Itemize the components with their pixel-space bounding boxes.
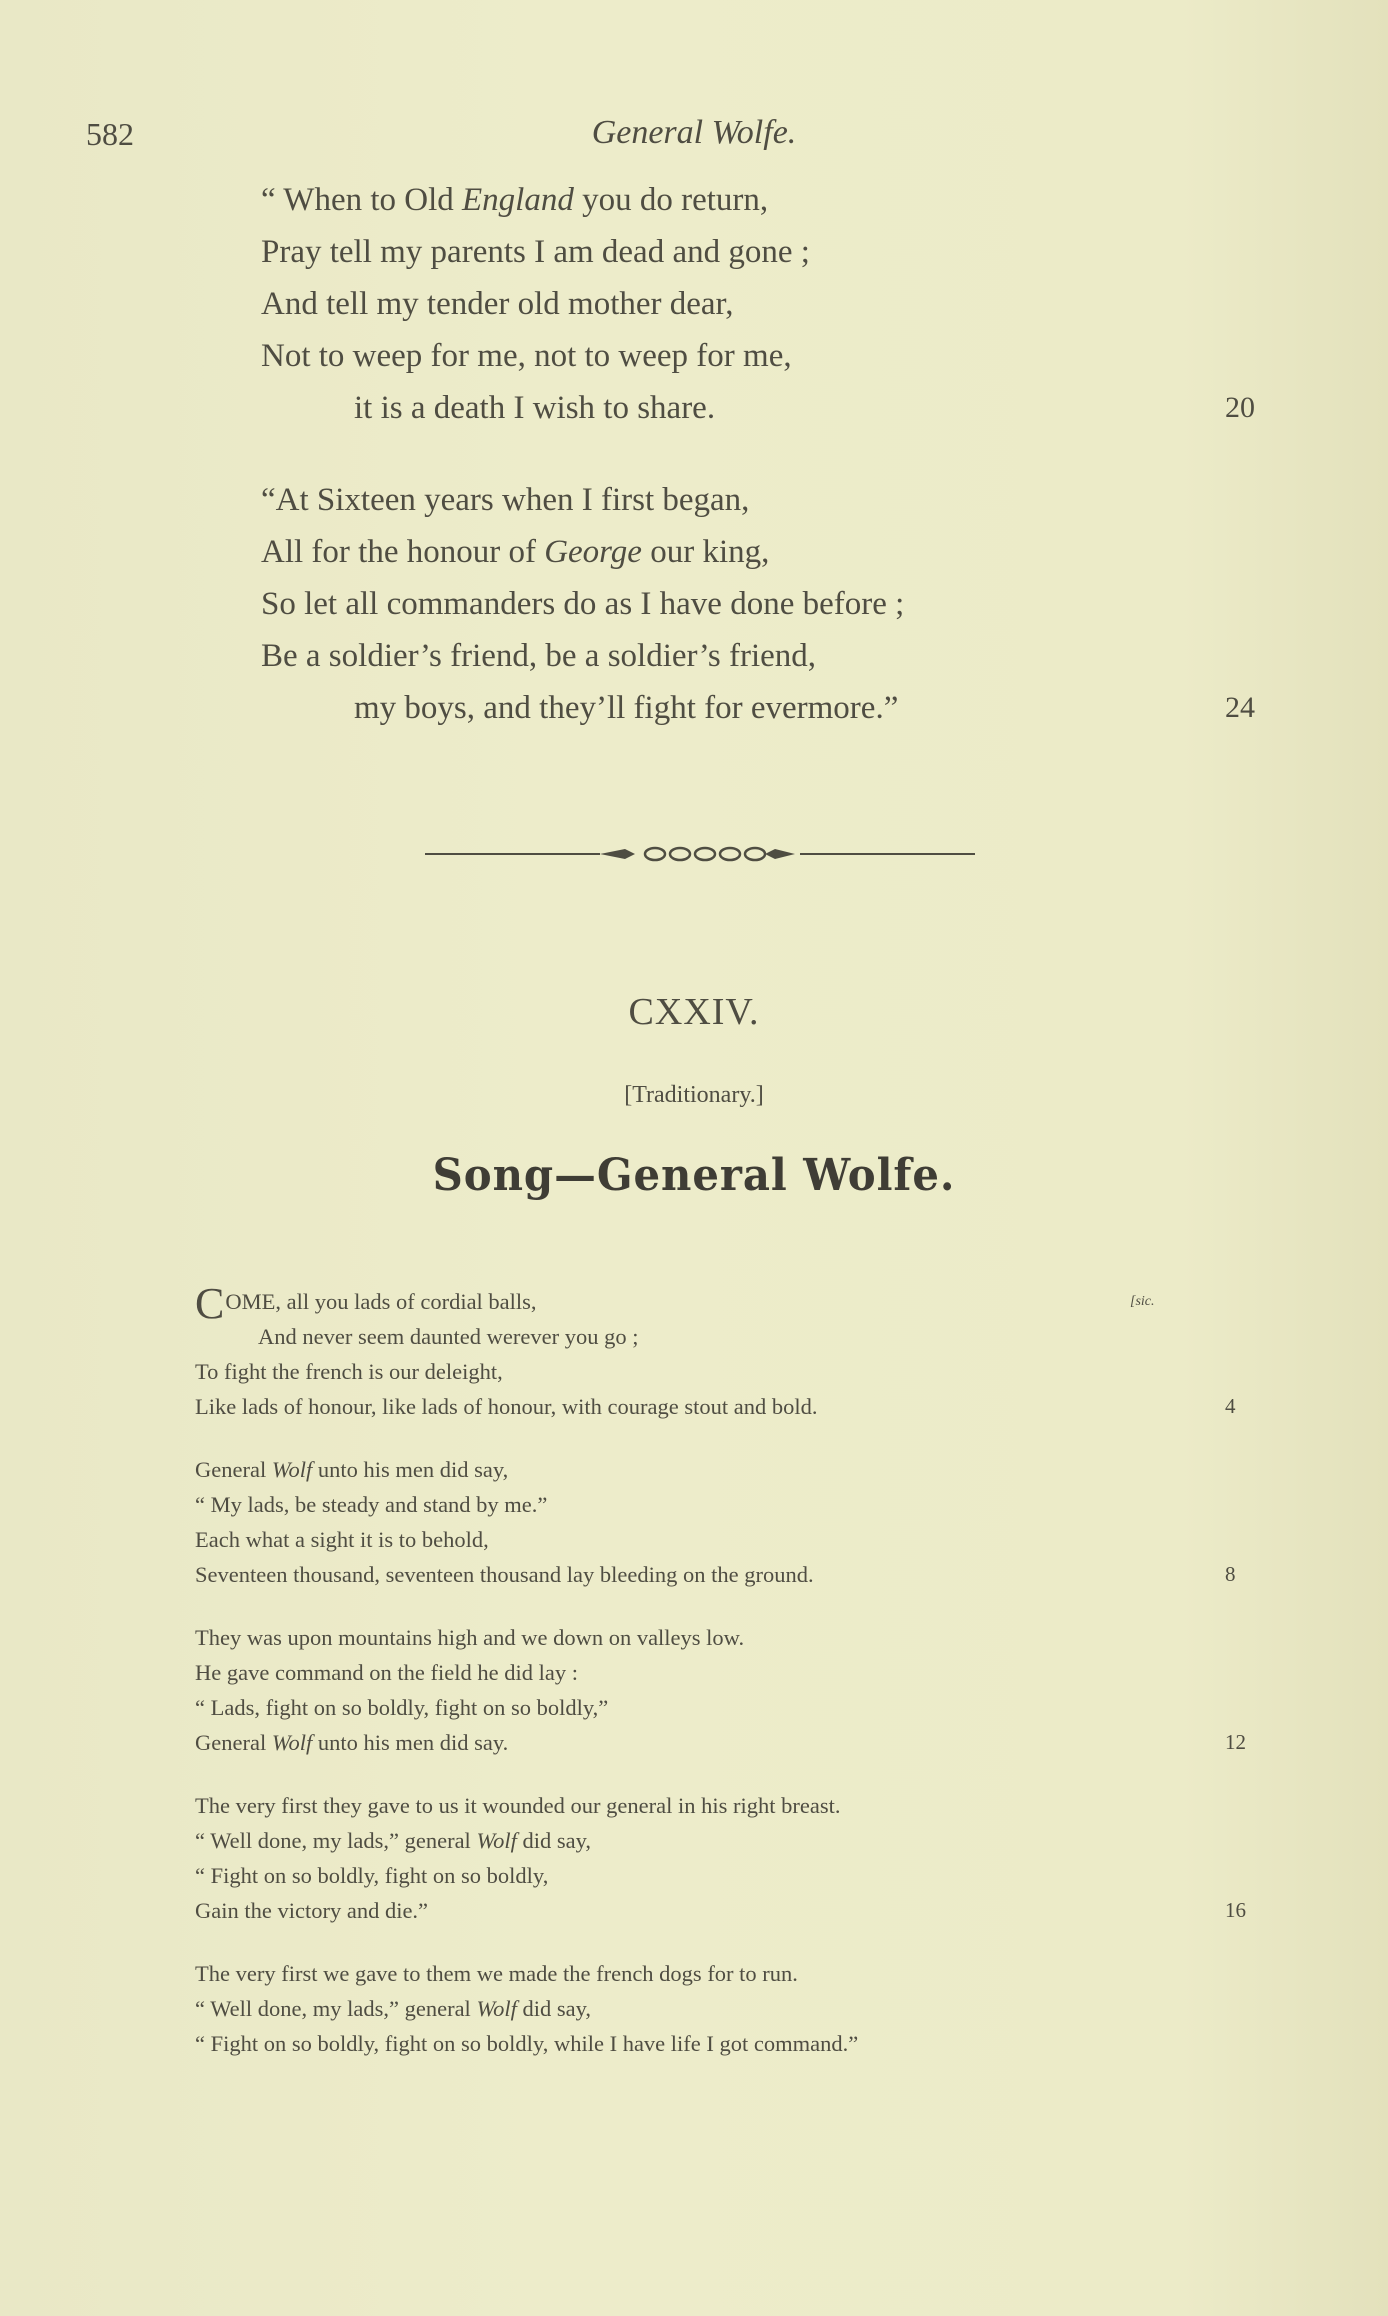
verse-line [261, 174, 1261, 226]
verse-text: And never seem daunted werever you go ; [258, 1324, 639, 1349]
verse-text: The very first they gave to us it wounded our general in his right breast. [195, 1793, 841, 1818]
verse-text: unto his men did say, [312, 1457, 509, 1482]
verse-text: “ Lads, fight on so boldly, fight on so boldly,” [195, 1695, 609, 1720]
verse-text: “ Well done, my lads,” general [195, 1828, 477, 1853]
verse-line [261, 226, 1261, 278]
verse-text: OME, all you lads of cordial balls, [225, 1289, 537, 1314]
verse-line [195, 1319, 1255, 1354]
verse-line [195, 1557, 1255, 1592]
italic-text: England [462, 182, 574, 218]
verse-text: “ Fight on so boldly, fight on so boldly, [195, 1863, 549, 1888]
verse-text: To fight the french is our deleight, [195, 1359, 503, 1384]
verse-text: did say, [516, 1828, 592, 1853]
running-title: General Wolfe. [591, 114, 797, 151]
verse-text: Each what a sight it is to behold, [195, 1527, 489, 1552]
verse-text: Gain the victory and die.” [195, 1898, 429, 1923]
verse-line [261, 630, 1261, 682]
page-number: 582 [86, 116, 134, 152]
verse-text: Seventeen thousand, seventeen thousand lay bleeding on the ground. [195, 1562, 814, 1587]
line-number: 8 [1225, 1562, 1236, 1586]
verse-line [195, 1655, 1255, 1690]
drop-cap: C [195, 1279, 225, 1328]
verse-line [195, 2026, 1255, 2061]
italic-text: Wolf [476, 1996, 517, 2021]
verse-line [195, 1690, 1255, 1725]
verse-line [195, 1487, 1255, 1522]
verse-line [261, 474, 1261, 526]
verse-text: unto his men did say. [312, 1730, 509, 1755]
verse-text: They was upon mountains high and we down on valleys low. [195, 1625, 745, 1650]
verse-text: you do return, [573, 182, 769, 218]
italic-text: Wolf [271, 1730, 313, 1755]
verse-text: So let all commanders do as I have done before ; [261, 586, 905, 622]
verse-text: “ When to Old [261, 182, 463, 218]
verse-line [195, 1522, 1255, 1557]
verse-text: did say, [516, 1996, 592, 2021]
verse-line [195, 1620, 1255, 1655]
verse-line [195, 1788, 1255, 1823]
line-number: 12 [1225, 1730, 1246, 1754]
verse-text: The very first we gave to them we made the french dogs for to run. [195, 1961, 798, 1986]
stanza [195, 1620, 1255, 1760]
stanza [195, 1956, 1255, 2061]
line-number: 4 [1225, 1394, 1236, 1418]
verse-line [261, 526, 1261, 578]
verse-line [195, 1354, 1255, 1389]
stanza [261, 474, 1261, 734]
song-poem [195, 1279, 1255, 2089]
verse-text: He gave command on the field he did lay : [195, 1660, 579, 1685]
verse-line [261, 578, 1261, 630]
verse-line [261, 330, 1261, 382]
stanza [195, 1788, 1255, 1928]
verse-line [261, 382, 1261, 434]
verse-text: my boys, and they’ll fight for evermore.” [354, 690, 899, 726]
italic-text: Wolf [476, 1828, 517, 1853]
verse-text: “At Sixteen years when I first began, [261, 482, 750, 518]
verse-line [195, 1858, 1255, 1893]
poem-continuation [261, 174, 1261, 774]
verse-text: Pray tell my parents I am dead and gone ; [261, 234, 810, 270]
verse-line [195, 1893, 1255, 1928]
verse-text: General [195, 1457, 272, 1482]
italic-text: Wolf [271, 1457, 313, 1482]
verse-text: “ Well done, my lads,” general [195, 1996, 477, 2021]
section-number: CXXIV. [628, 991, 760, 1033]
verse-text: All for the honour of [261, 534, 545, 570]
verse-line [195, 1725, 1255, 1760]
line-number: 16 [1225, 1898, 1246, 1922]
verse-line [195, 1991, 1255, 2026]
line-number: 24 [1225, 691, 1255, 724]
verse-text: “ My lads, be steady and stand by me.” [195, 1492, 548, 1517]
verse-text: “ Fight on so boldly, fight on so boldly, while I have life I got command.” [195, 2031, 859, 2056]
verse-text: it is a death I wish to share. [354, 390, 716, 426]
sic-note: [sic. [1130, 1294, 1155, 1309]
verse-text: And tell my tender old mother dear, [261, 286, 734, 322]
verse-line [195, 1389, 1255, 1424]
verse-line [261, 278, 1261, 330]
verse-line [261, 682, 1261, 734]
stanza [261, 174, 1261, 434]
verse-line [195, 1956, 1255, 1991]
ornamental-divider [425, 843, 975, 865]
italic-text: George [544, 534, 642, 570]
verse-text: Be a soldier’s friend, be a soldier’s friend, [261, 638, 817, 674]
line-number: 20 [1225, 391, 1255, 424]
stanza [195, 1279, 1255, 1424]
stanza [195, 1452, 1255, 1592]
verse-text: Like lads of honour, like lads of honour, with courage stout and bold. [195, 1394, 818, 1419]
verse-line [195, 1823, 1255, 1858]
section-source: [Traditionary.] [624, 1082, 764, 1108]
verse-text: our king, [641, 534, 770, 570]
song-title: Song—General Wolfe. [432, 1150, 956, 1201]
verse-text: Not to weep for me, not to weep for me, [261, 338, 792, 374]
verse-line [195, 1452, 1255, 1487]
verse-line [195, 1279, 1255, 1328]
verse-text: General [195, 1730, 272, 1755]
